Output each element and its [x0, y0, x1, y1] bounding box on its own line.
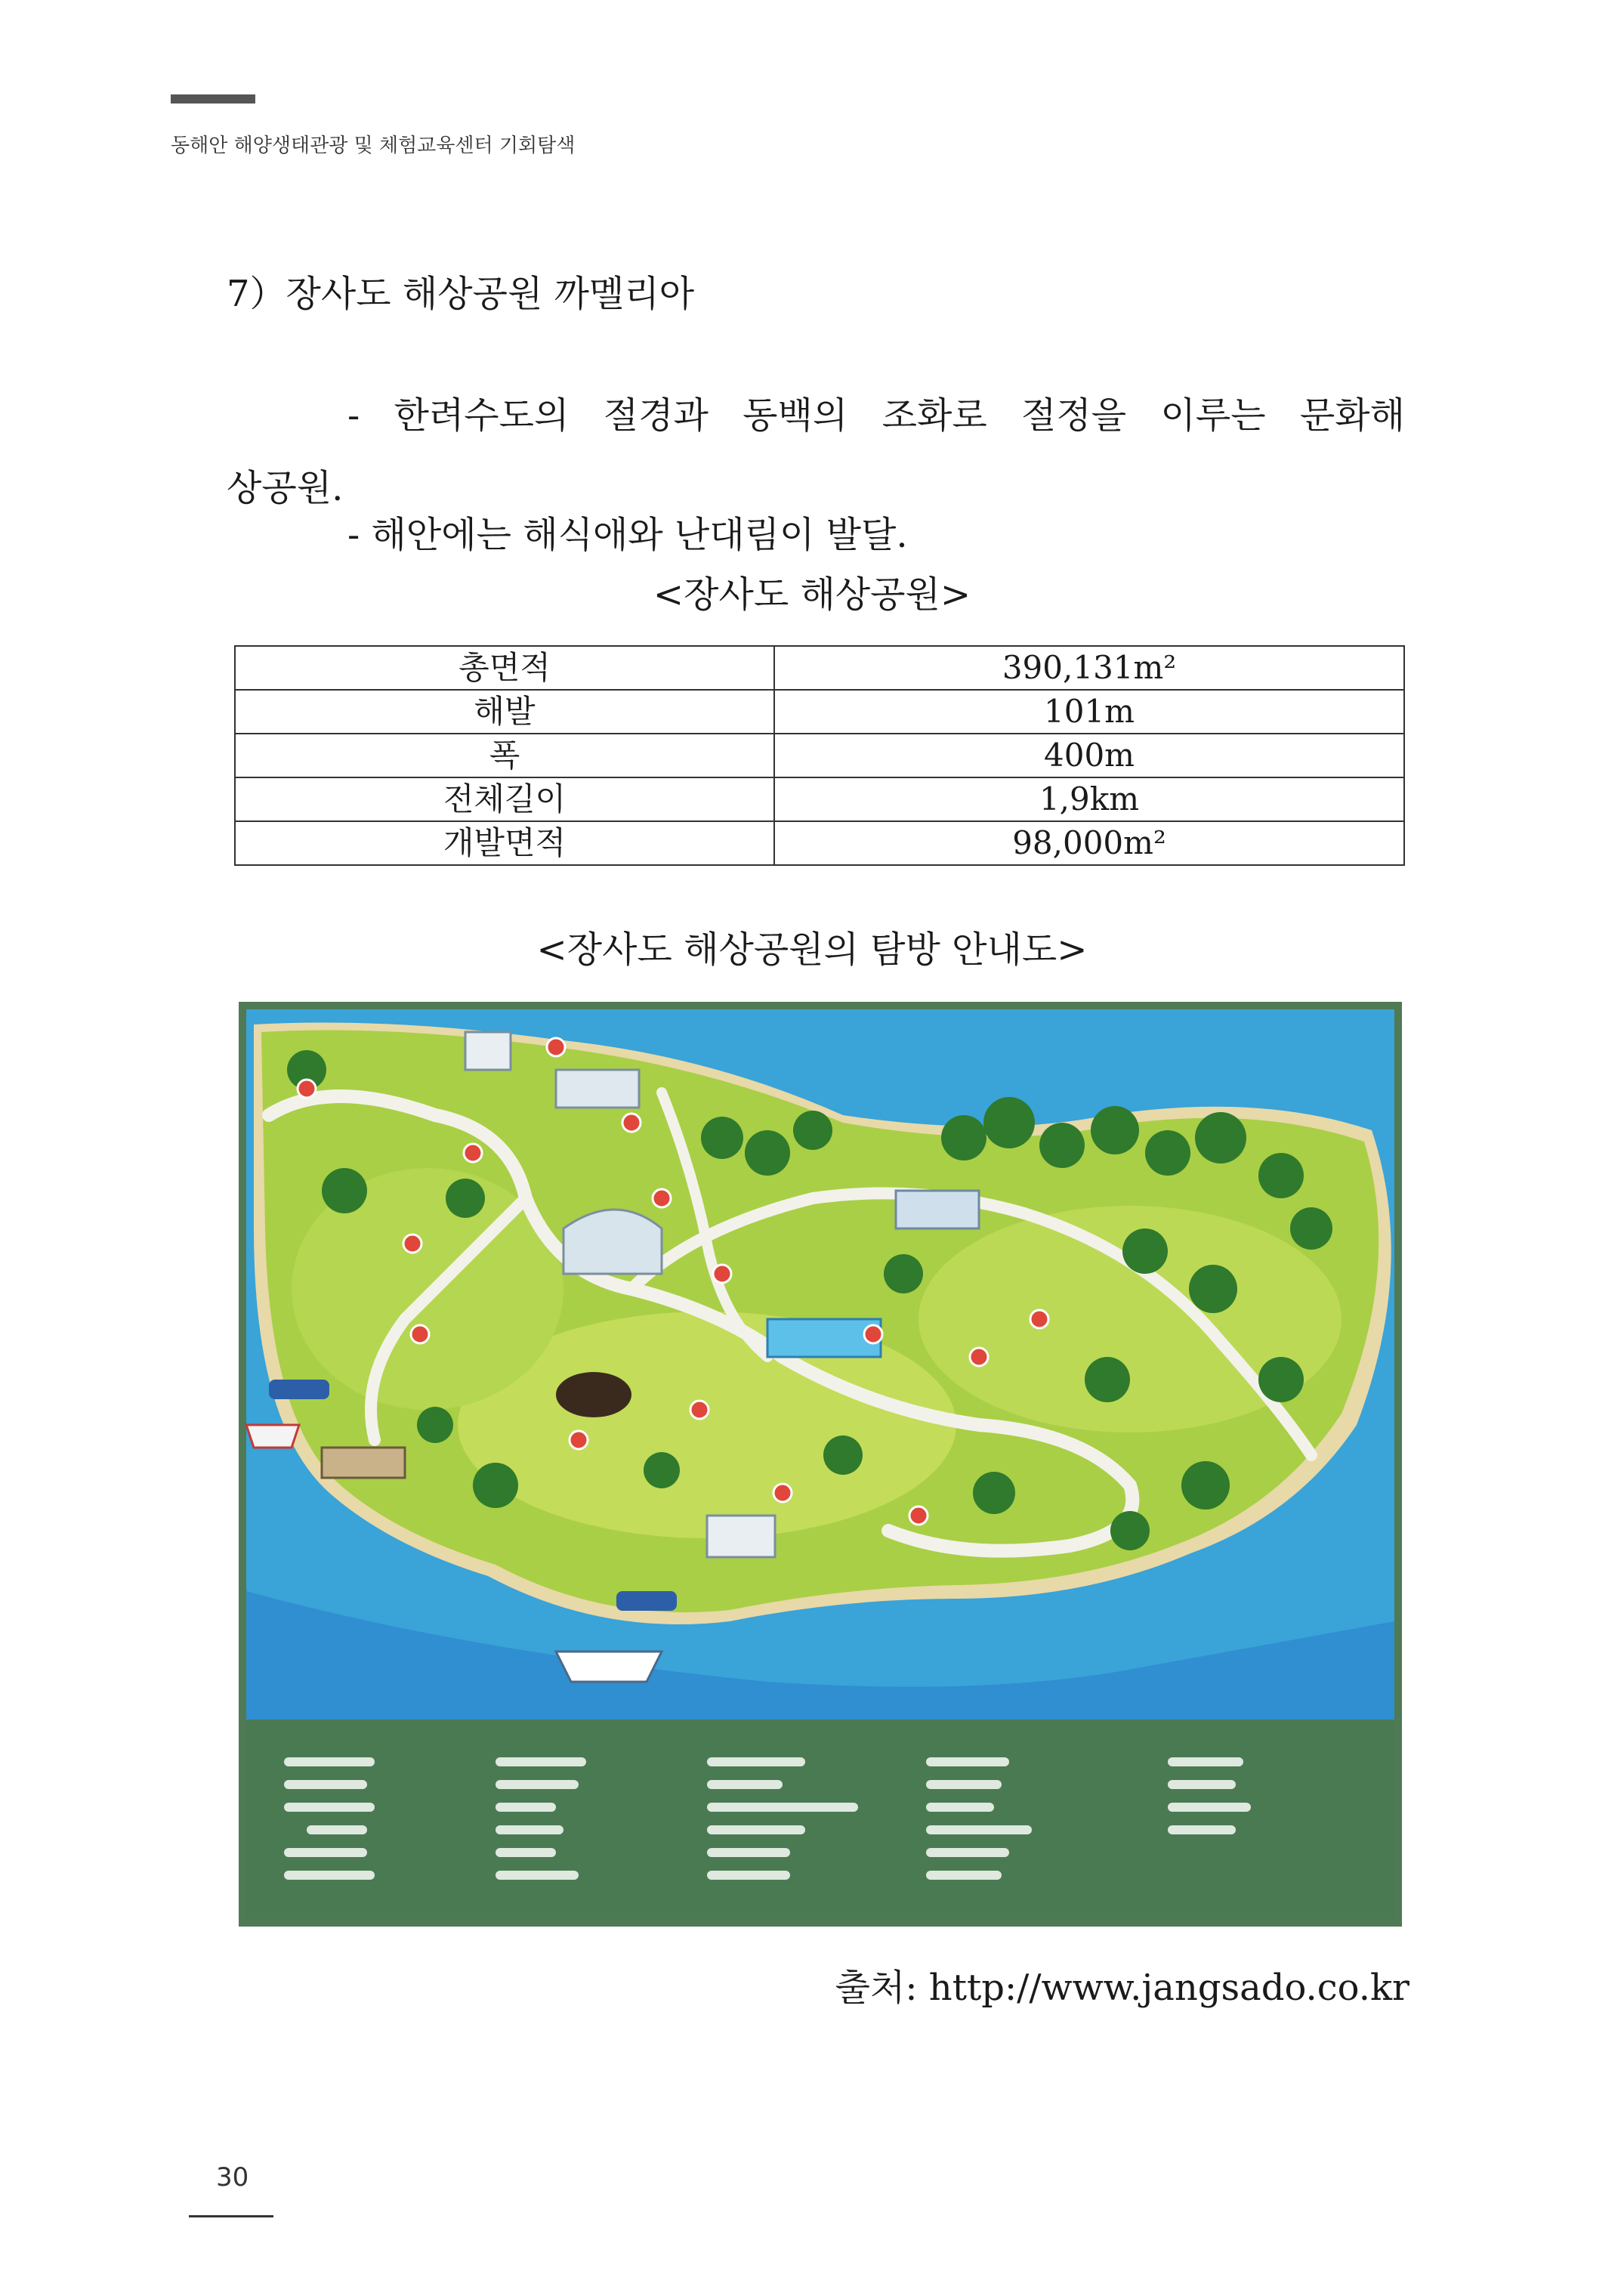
- paragraph-2: - 해안에는 해식애와 난대림이 발달.: [347, 514, 908, 556]
- table-caption: <장사도 해상공원>: [653, 573, 971, 616]
- table-row: [235, 646, 1404, 690]
- table-cell-value: 1,9km: [774, 777, 1404, 821]
- table-row: [235, 821, 1404, 865]
- table-cell-label: 폭: [235, 734, 774, 777]
- table-cell-value: 400m: [774, 734, 1404, 777]
- park-guide-map: [239, 1002, 1402, 1927]
- map-building: [707, 1516, 775, 1557]
- map-ferry: [556, 1652, 662, 1682]
- specs-table: [234, 645, 1405, 866]
- table-cell-label: 해발: [235, 690, 774, 734]
- table-cell-label: 전체길이: [235, 777, 774, 821]
- map-greenhouse: [563, 1210, 662, 1274]
- map-cave: [556, 1372, 631, 1417]
- map-dock: [322, 1448, 405, 1478]
- table-cell-value: 101m: [774, 690, 1404, 734]
- map-pier-sign: [616, 1591, 677, 1611]
- table-cell-label: 총면적: [235, 646, 774, 690]
- map-building: [465, 1032, 511, 1070]
- section-heading: 7）장사도 해상공원 까멜리아: [227, 273, 695, 315]
- figure-caption: <장사도 해상공원의 탐방 안내도>: [536, 929, 1088, 971]
- running-header: 동해안 해양생태관광 및 체험교육센터 기회탐색: [171, 134, 576, 157]
- map-pier-sign: [269, 1380, 329, 1399]
- table-cell-label: 개발면적: [235, 821, 774, 865]
- table-cell-value: 390,131m²: [774, 646, 1404, 690]
- map-building: [556, 1070, 639, 1108]
- page-number: 30: [216, 2162, 249, 2193]
- paragraph-1-line-2: 상공원.: [227, 467, 344, 509]
- map-building: [896, 1191, 979, 1228]
- table-cell-value: 98,000m²: [774, 821, 1404, 865]
- paragraph-1-line-1: - 한려수도의 절경과 동백의 조화로 절정을 이루는 문화해: [347, 394, 1405, 437]
- table-row: [235, 690, 1404, 734]
- source-citation: 출처: http://www.jangsado.co.kr: [835, 1967, 1409, 2009]
- header-bar: [171, 94, 255, 104]
- footer-rule: [189, 2215, 273, 2217]
- map-legend: [246, 1720, 1394, 1919]
- map-ferry: [246, 1425, 299, 1448]
- table-row: [235, 777, 1404, 821]
- table-row: [235, 734, 1404, 777]
